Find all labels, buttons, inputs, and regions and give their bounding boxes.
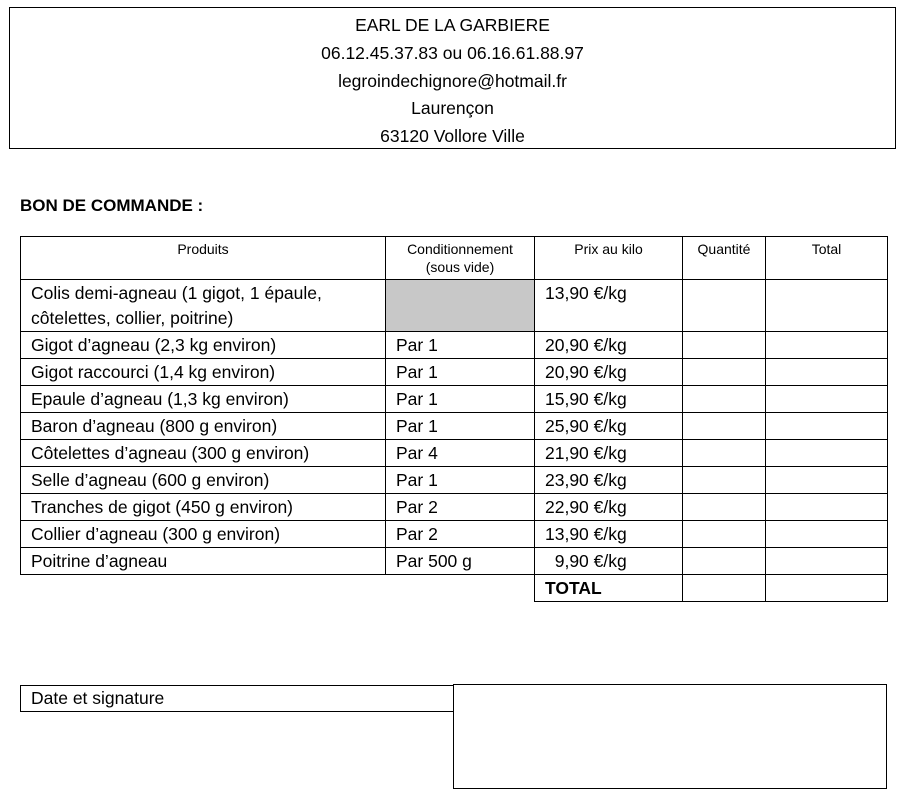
grand-total-input-cell[interactable] bbox=[766, 575, 888, 602]
header-prix: Prix au kilo bbox=[535, 237, 683, 280]
quantity-input-cell[interactable] bbox=[683, 521, 766, 548]
table-row bbox=[21, 332, 888, 359]
table-row bbox=[21, 467, 888, 494]
table-row bbox=[21, 359, 888, 386]
table-row bbox=[21, 386, 888, 413]
company-phone: 06.12.45.37.83 ou 06.16.61.88.97 bbox=[321, 42, 584, 63]
packaging-cell: Par 2 bbox=[386, 521, 535, 548]
total-input-cell[interactable] bbox=[766, 440, 888, 467]
header-conditionnement bbox=[386, 237, 535, 280]
header-quantite: Quantité bbox=[683, 237, 766, 280]
total-input-cell[interactable] bbox=[766, 494, 888, 521]
quantity-input-cell[interactable] bbox=[683, 413, 766, 440]
packaging-cell: Par 1 bbox=[386, 386, 535, 413]
signature-area[interactable] bbox=[453, 684, 887, 789]
company-email: legroindechignore@hotmail.fr bbox=[338, 70, 567, 91]
signature-label-box: Date et signature bbox=[20, 685, 454, 712]
total-input-cell[interactable] bbox=[766, 413, 888, 440]
form-title: BON DE COMMANDE : bbox=[20, 196, 204, 215]
packaging-cell: Par 2 bbox=[386, 494, 535, 521]
company-name: EARL DE LA GARBIERE bbox=[355, 15, 550, 35]
price-cell: 15,90 €/kg bbox=[535, 386, 683, 413]
product-cell: Tranches de gigot (450 g environ) bbox=[21, 494, 386, 521]
product-cell: Poitrine d’agneau bbox=[21, 548, 386, 575]
price-cell: 20,90 €/kg bbox=[535, 332, 683, 359]
packaging-cell: Par 1 bbox=[386, 467, 535, 494]
table-row bbox=[21, 521, 888, 548]
total-input-cell[interactable] bbox=[766, 521, 888, 548]
product-name-line1: Colis demi-agneau (1 gigot, 1 épaule, bbox=[31, 283, 322, 303]
total-input-cell[interactable] bbox=[766, 280, 888, 332]
product-cell: Baron d’agneau (800 g environ) bbox=[21, 413, 386, 440]
product-cell: Gigot d’agneau (2,3 kg environ) bbox=[21, 332, 386, 359]
table-header-row bbox=[21, 237, 888, 280]
packaging-cell: Par 1 bbox=[386, 332, 535, 359]
packaging-cell: Par 1 bbox=[386, 413, 535, 440]
table-row bbox=[21, 548, 888, 575]
product-cell: Epaule d’agneau (1,3 kg environ) bbox=[21, 386, 386, 413]
empty-cell bbox=[21, 575, 386, 602]
price-cell: 25,90 €/kg bbox=[535, 413, 683, 440]
product-cell: Côtelettes d’agneau (300 g environ) bbox=[21, 440, 386, 467]
packaging-cell: Par 4 bbox=[386, 440, 535, 467]
company-city: 63120 Vollore Ville bbox=[380, 126, 525, 147]
quantity-input-cell[interactable] bbox=[683, 386, 766, 413]
order-table bbox=[20, 236, 888, 602]
quantity-input-cell[interactable] bbox=[683, 440, 766, 467]
total-input-cell[interactable] bbox=[766, 386, 888, 413]
total-label: TOTAL bbox=[535, 575, 683, 602]
total-input-cell[interactable] bbox=[766, 359, 888, 386]
header-total: Total bbox=[766, 237, 888, 280]
packaging-cell-disabled bbox=[386, 280, 535, 332]
price-cell: 22,90 €/kg bbox=[535, 494, 683, 521]
table-row bbox=[21, 413, 888, 440]
packaging-cell: Par 500 g bbox=[386, 548, 535, 575]
total-input-cell[interactable] bbox=[766, 332, 888, 359]
header-produits: Produits bbox=[21, 237, 386, 280]
total-input-cell[interactable] bbox=[766, 467, 888, 494]
table-row bbox=[21, 280, 888, 332]
product-cell: Gigot raccourci (1,4 kg environ) bbox=[21, 359, 386, 386]
product-cell: Selle d’agneau (600 g environ) bbox=[21, 467, 386, 494]
packaging-cell: Par 1 bbox=[386, 359, 535, 386]
quantity-input-cell[interactable] bbox=[683, 359, 766, 386]
company-header bbox=[9, 7, 896, 149]
price-cell: 23,90 €/kg bbox=[535, 467, 683, 494]
product-name-line2: côtelettes, collier, poitrine) bbox=[31, 308, 234, 328]
quantity-input-cell[interactable] bbox=[683, 280, 766, 332]
total-input-cell[interactable] bbox=[766, 548, 888, 575]
quantity-input-cell[interactable] bbox=[683, 494, 766, 521]
total-row bbox=[21, 575, 888, 602]
total-quantity-input-cell[interactable] bbox=[683, 575, 766, 602]
quantity-input-cell[interactable] bbox=[683, 548, 766, 575]
product-cell: Collier d’agneau (300 g environ) bbox=[21, 521, 386, 548]
table-row bbox=[21, 440, 888, 467]
product-cell bbox=[21, 280, 386, 332]
price-cell: 13,90 €/kg bbox=[535, 521, 683, 548]
price-cell: 20,90 €/kg bbox=[535, 359, 683, 386]
quantity-input-cell[interactable] bbox=[683, 332, 766, 359]
price-cell: 9,90 €/kg bbox=[535, 548, 683, 575]
quantity-input-cell[interactable] bbox=[683, 467, 766, 494]
table-row bbox=[21, 494, 888, 521]
company-locality: Laurençon bbox=[411, 98, 494, 119]
empty-cell bbox=[386, 575, 535, 602]
price-cell: 21,90 €/kg bbox=[535, 440, 683, 467]
price-cell: 13,90 €/kg bbox=[535, 280, 683, 332]
header-conditionnement-line1: Conditionnement bbox=[407, 241, 513, 257]
header-conditionnement-line2: (sous vide) bbox=[425, 259, 495, 275]
